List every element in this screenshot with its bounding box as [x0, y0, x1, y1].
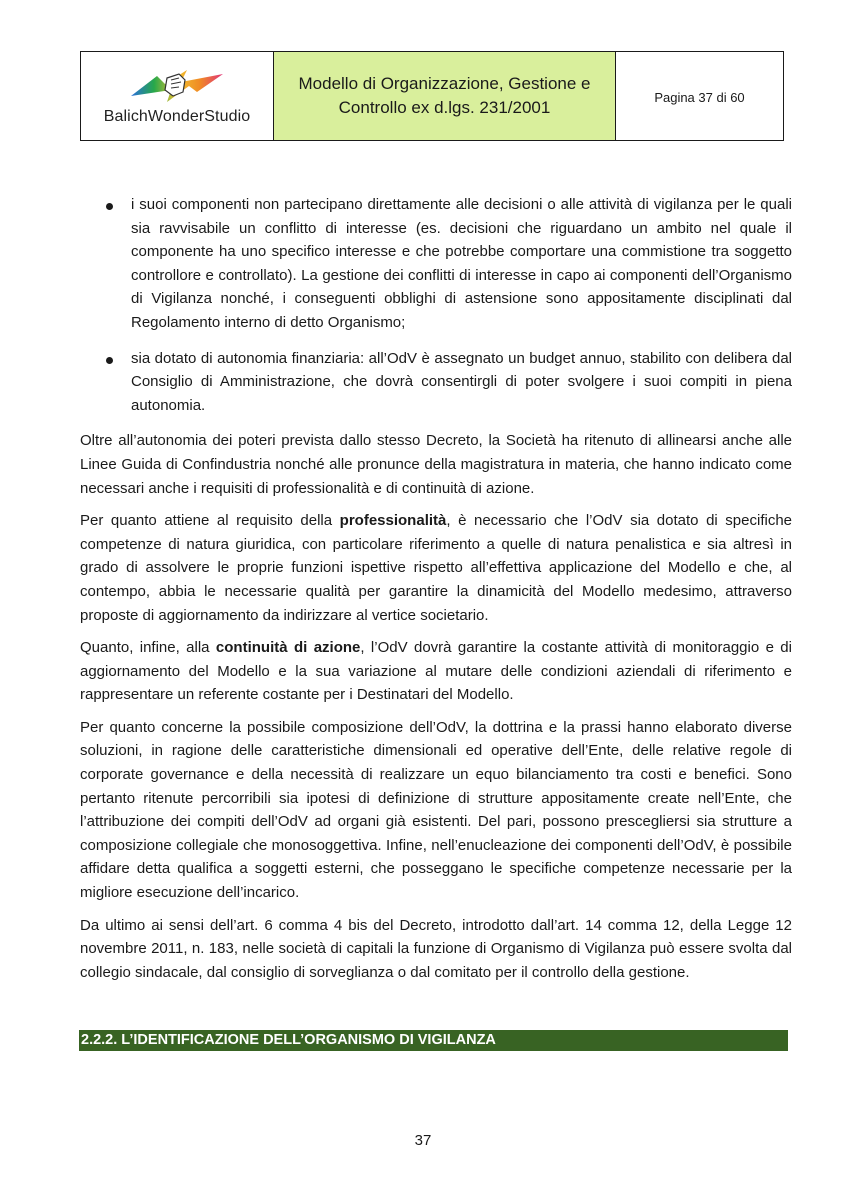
- paragraph-professionalita: [80, 509, 792, 627]
- page-number: 37: [414, 1132, 432, 1149]
- paragraph-legge: Da ultimo ai sensi dell’art. 6 comma 4 bis del Decreto, introdotto dall’art. 14 comma 12, della Legge 12 novembre 2011, n. 183, nelle società di capitali la funzione di Organismo di Vigilanza può essere svolta dal collegio sindacale, dal consiglio di sorveglianza o dal comitato per il controllo della gestione.: [80, 916, 792, 981]
- bold-term: professionalità: [339, 512, 447, 530]
- title-line-2: Controllo ex d.lgs. 231/2001: [338, 98, 551, 117]
- bullet-item: [80, 193, 792, 335]
- section-heading: 2.2.2. L’IDENTIFICAZIONE DELL’ORGANISMO DI VIGILANZA: [79, 1030, 788, 1051]
- bullet-text: i suoi componenti non partecipano direttamente alle decisioni o alle attività di vigilanza per le quali sia ravvisabile un conflitto di interesse (es. decisioni che riguardano un ambito nel quale il componente ha uno specifico interesse e che potrebbe comportare una commistione tra soggetto controllore e controllato). La gestione dei conflitti di interesse in capo ai componenti dell’Organismo di Vigilanza nonché, i conseguenti obblighi di astensione sono appositamente disciplinati dal Regolamento interno di detto Organismo;: [131, 196, 792, 331]
- page-indicator-label: Pagina 37 di 60: [654, 90, 745, 105]
- document-title: [274, 52, 616, 140]
- paragraph-text: , l’OdV dovrà garantire la costante attività di monitoraggio e di aggiornamento del Modello e la sua variazione al mutare delle condizioni aziendali di riferimento e rappresentare un referente costante per i Destinatari del Modello.: [80, 639, 792, 704]
- brand-logo-icon: [127, 66, 227, 106]
- logo-cell: [81, 52, 274, 140]
- paragraph-composizione: Per quanto concerne la possibile composizione dell’OdV, la dottrina e la prassi hanno elaborato diverse soluzioni, in ragione delle caratteristiche dimensionali ed operative dell’Ente, delle relative regole di corporate governance e della necessità di realizzare un equo bilanciamento tra costi e benefici. Sono pertanto ritenute percorribili sia ipotesi di definizione di strutture appositamente create nell’Ente, che l’attribuzione dei compiti dell’OdV ad organi già esistenti. Del pari, possono prescegliersi sia strutture a composizione collegiale che monosoggettiva. Infine, nell’enucleazione dei componenti dell’OdV, è possibile affidare detta qualifica a soggetti esterni, che posseggano le specifiche competenze necessarie per la migliore esecuzione dell’incarico.: [80, 718, 792, 902]
- brand-name: BalichWonderStudio: [103, 108, 251, 125]
- bullet-icon: [106, 203, 113, 210]
- page-indicator: [616, 52, 783, 140]
- paragraph-text: Per quanto attiene al requisito della: [80, 512, 340, 530]
- document-body: [80, 193, 792, 993]
- paragraph-continuita: [80, 636, 792, 707]
- bullet-list: [80, 193, 792, 417]
- title-line-1: Modello di Organizzazione, Gestione e: [298, 74, 591, 93]
- bullet-text: sia dotato di autonomia finanziaria: all’OdV è assegnato un budget annuo, stabilito con delibera dal Consiglio di Amministrazione, che dovrà consentirgli di poter svolgere i suoi compiti in piena autonomia.: [131, 349, 792, 414]
- bullet-item: [80, 347, 792, 418]
- paragraph-autonomia: Oltre all’autonomia dei poteri prevista dallo stesso Decreto, la Società ha ritenuto di allinearsi anche alle Linee Guida di Confindustria nonché alle pronunce della magistratura in materia, che hanno indicato come necessari anche i requisiti di professionalità e di continuità di azione.: [80, 432, 792, 497]
- bold-term: continuità di azione: [215, 639, 361, 657]
- bullet-icon: [106, 357, 113, 364]
- document-header: [80, 51, 784, 141]
- paragraph-text: , è necessario che l’OdV sia dotato di specifiche competenze di natura giuridica, con particolare riferimento a quelle di natura penalistica e sia altresì in grado di assolvere le proprie funzioni ispettive rispetto all’effettiva applicazione del Modello e che, al contempo, abbia le necessarie qualità per garantire la dinamicità del Modello medesimo, attraverso proposte di aggiornamento da indirizzare al vertice societario.: [80, 512, 792, 624]
- paragraph-text: Quanto, infine, alla: [80, 639, 216, 657]
